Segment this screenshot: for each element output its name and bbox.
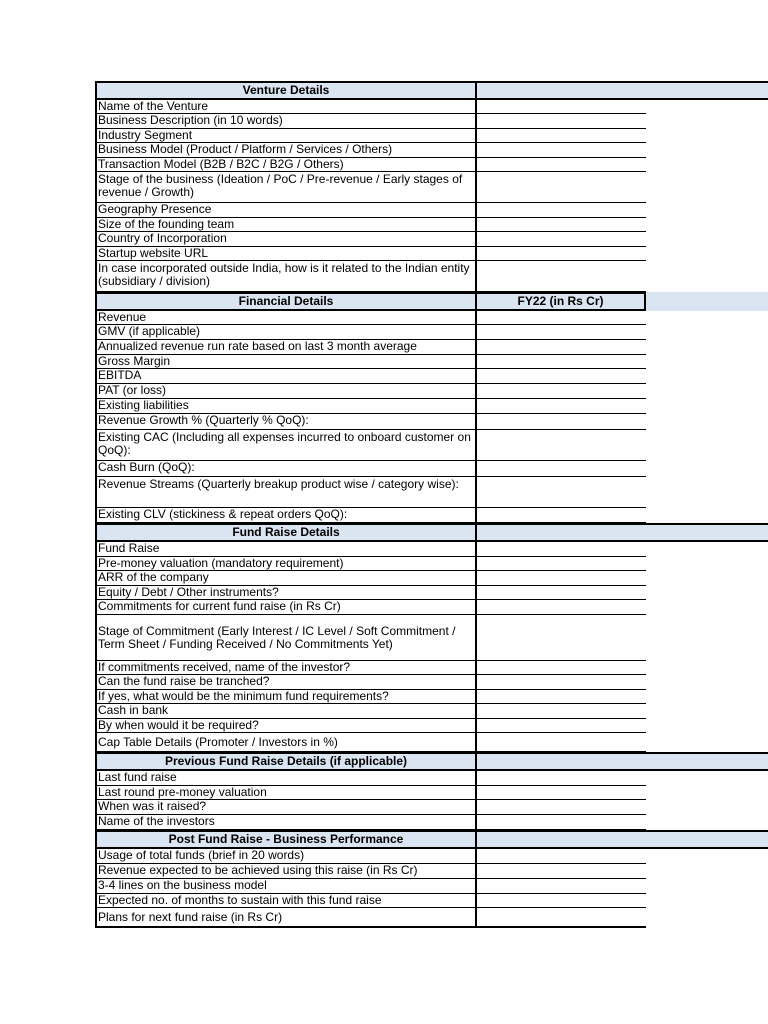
value-cell[interactable] <box>477 542 646 557</box>
row-label: Stage of Commitment (Early Interest / IC Level / Soft Commitment / Term Sheet / Funding Received / No Commitments Yet) <box>95 615 477 661</box>
value-cell[interactable] <box>477 571 646 586</box>
row-label: Business Model (Product / Platform / Services / Others) <box>95 143 477 158</box>
row-label: EBITDA <box>95 369 477 384</box>
value-cell[interactable] <box>477 261 646 292</box>
value-cell[interactable] <box>477 172 646 203</box>
value-cell[interactable] <box>477 800 646 815</box>
table-bottom-border <box>95 926 646 928</box>
value-cell[interactable] <box>477 894 646 908</box>
value-cell[interactable] <box>477 661 646 675</box>
row-label: Gross Margin <box>95 355 477 369</box>
row-label: GMV (if applicable) <box>95 325 477 340</box>
value-cell[interactable] <box>477 143 646 158</box>
value-cell[interactable] <box>477 786 646 800</box>
value-cell[interactable] <box>477 340 646 355</box>
row-label: Annualized revenue run rate based on last 3 month average <box>95 340 477 355</box>
column-header <box>477 752 768 771</box>
row-label: PAT (or loss) <box>95 384 477 399</box>
row-label: Industry Segment <box>95 129 477 143</box>
row-label: Fund Raise <box>95 542 477 557</box>
value-cell[interactable] <box>477 414 646 430</box>
row-label: Geography Presence <box>95 203 477 218</box>
value-cell[interactable] <box>477 477 646 508</box>
row-label: Cash Burn (QoQ): <box>95 461 477 477</box>
value-cell[interactable] <box>477 384 646 399</box>
row-label: By when would it be required? <box>95 719 477 733</box>
row-label: Last fund raise <box>95 771 477 786</box>
row-label: Business Description (in 10 words) <box>95 114 477 129</box>
value-cell[interactable] <box>477 815 646 830</box>
row-label: ARR of the company <box>95 571 477 586</box>
row-label: Revenue <box>95 311 477 325</box>
value-cell[interactable] <box>477 557 646 571</box>
row-label: Existing CLV (stickiness & repeat orders QoQ): <box>95 508 477 523</box>
value-cell[interactable] <box>477 615 646 661</box>
row-label: Name of the investors <box>95 815 477 830</box>
column-header: FY22 (in Rs Cr) <box>477 292 646 311</box>
row-label: Expected no. of months to sustain with this fund raise <box>95 894 477 908</box>
value-cell[interactable] <box>477 203 646 218</box>
column-header <box>477 81 768 100</box>
row-label: Commitments for current fund raise (in Rs Cr) <box>95 600 477 615</box>
row-label: Name of the Venture <box>95 100 477 114</box>
row-label: Country of Incorporation <box>95 232 477 247</box>
section-title: Financial Details <box>95 292 477 311</box>
row-label: Stage of the business (Ideation / PoC / Pre-revenue / Early stages of revenue / Growth) <box>95 172 477 203</box>
row-label: Existing CAC (Including all expenses incurred to onboard customer on QoQ): <box>95 430 477 461</box>
section-title: Previous Fund Raise Details (if applicable) <box>95 752 477 771</box>
section-title: Post Fund Raise - Business Performance <box>95 830 477 849</box>
value-cell[interactable] <box>477 218 646 232</box>
value-cell[interactable] <box>477 247 646 261</box>
value-cell[interactable] <box>477 114 646 129</box>
value-cell[interactable] <box>477 719 646 733</box>
row-label: If yes, what would be the minimum fund requirements? <box>95 690 477 704</box>
row-label: Cap Table Details (Promoter / Investors in %) <box>95 733 477 752</box>
row-label: 3-4 lines on the business model <box>95 879 477 894</box>
column-header <box>477 523 768 542</box>
row-label: Revenue Streams (Quarterly breakup product wise / category wise): <box>95 477 477 508</box>
row-label: Plans for next fund raise (in Rs Cr) <box>95 908 477 927</box>
value-cell[interactable] <box>477 586 646 600</box>
row-label: Cash in bank <box>95 704 477 719</box>
row-label: Size of the founding team <box>95 218 477 232</box>
value-cell[interactable] <box>477 399 646 414</box>
row-label: Last round pre-money valuation <box>95 786 477 800</box>
row-label: Revenue expected to be achieved using this raise (in Rs Cr) <box>95 864 477 879</box>
row-label: If commitments received, name of the investor? <box>95 661 477 675</box>
value-cell[interactable] <box>477 508 646 523</box>
value-cell[interactable] <box>477 704 646 719</box>
value-cell[interactable] <box>477 129 646 143</box>
value-cell[interactable] <box>477 325 646 340</box>
section-title: Fund Raise Details <box>95 523 477 542</box>
header-fill <box>646 292 768 311</box>
value-cell[interactable] <box>477 311 646 325</box>
value-cell[interactable] <box>477 232 646 247</box>
value-cell[interactable] <box>477 158 646 172</box>
value-cell[interactable] <box>477 100 646 114</box>
section-title: Venture Details <box>95 81 477 100</box>
value-cell[interactable] <box>477 600 646 615</box>
row-label: Can the fund raise be tranched? <box>95 675 477 690</box>
row-label: Usage of total funds (brief in 20 words) <box>95 849 477 864</box>
row-label: Pre-money valuation (mandatory requirement) <box>95 557 477 571</box>
value-cell[interactable] <box>477 908 646 927</box>
row-label: Transaction Model (B2B / B2C / B2G / Others) <box>95 158 477 172</box>
value-cell[interactable] <box>477 690 646 704</box>
value-cell[interactable] <box>477 771 646 786</box>
row-label: Equity / Debt / Other instruments? <box>95 586 477 600</box>
row-label: Startup website URL <box>95 247 477 261</box>
value-cell[interactable] <box>477 675 646 690</box>
row-label: Existing liabilities <box>95 399 477 414</box>
row-label: Revenue Growth % (Quarterly % QoQ): <box>95 414 477 430</box>
value-cell[interactable] <box>477 430 646 461</box>
value-cell[interactable] <box>477 355 646 369</box>
value-cell[interactable] <box>477 733 646 752</box>
column-header <box>477 830 768 849</box>
value-cell[interactable] <box>477 849 646 864</box>
value-cell[interactable] <box>477 879 646 894</box>
row-label: When was it raised? <box>95 800 477 815</box>
value-cell[interactable] <box>477 864 646 879</box>
row-label: In case incorporated outside India, how is it related to the Indian entity (subsidiary / division) <box>95 261 477 292</box>
value-cell[interactable] <box>477 369 646 384</box>
value-cell[interactable] <box>477 461 646 477</box>
